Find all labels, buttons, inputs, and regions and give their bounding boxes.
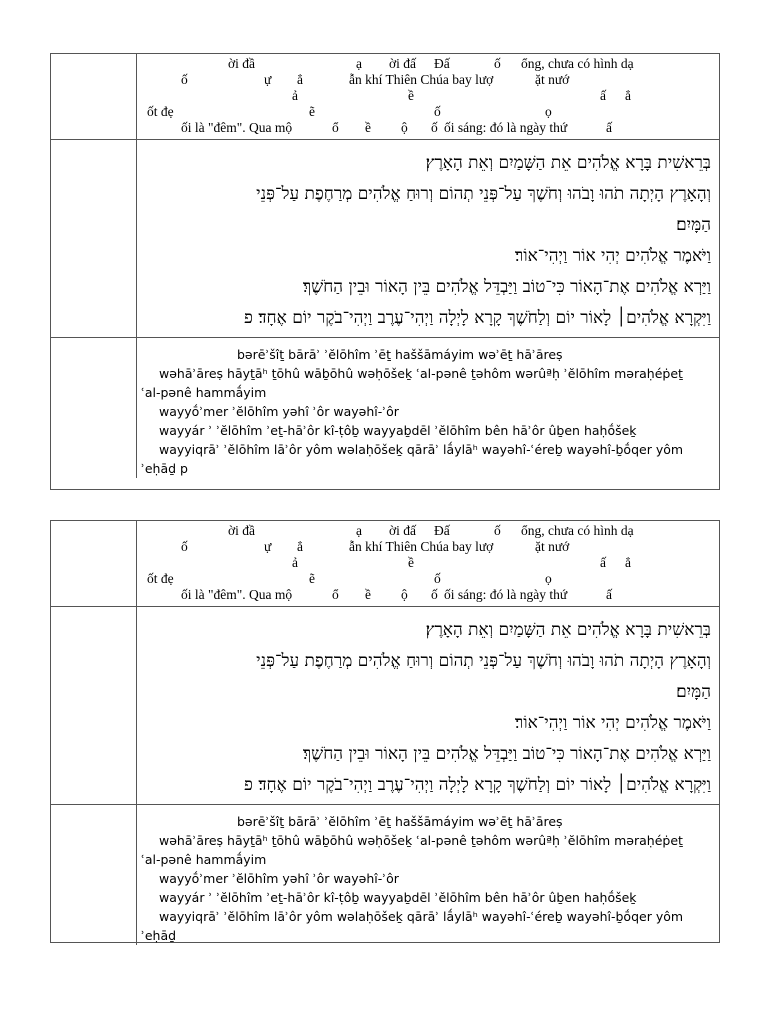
viet-fragment: ề <box>365 587 371 602</box>
vietnamese-cell <box>137 521 719 606</box>
transliteration-line: ʿal-pənê hammā́yim <box>141 385 267 400</box>
viet-fragment: ố <box>494 56 501 71</box>
viet-fragment: ời đầ <box>228 56 256 71</box>
transliteration-text <box>137 338 719 478</box>
transliteration-line: ʿal-pənê hammā́yim <box>141 852 267 867</box>
viet-fragment: ộ <box>401 120 408 135</box>
transliteration-line: ʾeḥāḏ <box>141 928 177 943</box>
hebrew-verse-line: הַמָּיִם׃ <box>676 215 711 235</box>
hebrew-verse-line: וַיֹּאמֶר אֱלֹהִים יְהִי אוֹר וַיְהִי־אוֹר׃ <box>514 246 711 266</box>
transliteration-line: bərēʾšîṯ bārāʾ ʾĕlōhîm ʾēṯ haššāmáyim wəʾēṯ hāʾāreṣ <box>237 347 563 362</box>
transliteration-text <box>137 805 719 945</box>
viet-fragment: ố <box>434 104 441 119</box>
viet-fragment: ấ <box>600 88 606 103</box>
empty-label-cell <box>51 805 137 945</box>
empty-label-cell <box>51 338 137 478</box>
empty-label-cell <box>51 54 137 139</box>
viet-fragment: ẳ <box>297 539 303 554</box>
viet-fragment: ẳ <box>297 72 303 87</box>
hebrew-text <box>137 140 719 334</box>
viet-fragment: ẳ <box>625 555 631 570</box>
viet-fragment: ộ <box>401 587 408 602</box>
viet-fragment: Đấ <box>434 523 450 538</box>
hebrew-row <box>51 607 719 805</box>
viet-fragment: ạ <box>356 523 362 538</box>
viet-fragment: ẫn khí Thiên Chúa bay lượ <box>349 539 494 554</box>
viet-fragment: ố <box>431 120 438 135</box>
viet-fragment: ạ <box>356 56 362 71</box>
hebrew-verse-line: הַמָּיִם׃ <box>676 682 711 702</box>
hebrew-verse-line: וַיִּקְרָא אֱלֹהִים׀ לָאוֹר יוֹם וְלַחֹשֶׁךְ קָרָא לָיְלָה וַיְהִי־עֶרֶב וַיְהִי־בֹקֶר יוֹם אֶחָד׃ פ <box>244 308 711 328</box>
viet-fragment: ố <box>434 571 441 586</box>
transliteration-line: bərēʾšîṯ bārāʾ ʾĕlōhîm ʾēṯ haššāmáyim wəʾēṯ hāʾāreṣ <box>237 814 563 829</box>
hebrew-verse-line: וַיֹּאמֶר אֱלֹהִים יְהִי אוֹר וַיְהִי־אוֹר׃ <box>514 713 711 733</box>
viet-fragment: ấ <box>606 120 612 135</box>
viet-fragment: ổng, chưa có hình dạ <box>521 523 634 538</box>
viet-fragment: ốt đẹ <box>147 571 174 586</box>
viet-fragment: ự <box>264 72 272 87</box>
transliteration-line: wəhāʾāreṣ hāyṯāʰ ṯōhû wāḇōhû wəḥōšeḵ ʿal-pənê ṯəhôm wərûªḥ ʾĕlōhîm məraḥéṗeṯ <box>159 366 683 381</box>
viet-fragment: Đấ <box>434 56 450 71</box>
viet-fragment: ố <box>181 72 188 87</box>
hebrew-cell <box>137 607 719 804</box>
transliteration-line: wəhāʾāreṣ hāyṯāʰ ṯōhû wāḇōhû wəḥōšeḵ ʿal-pənê ṯəhôm wərûªḥ ʾĕlōhîm məraḥéṗeṯ <box>159 833 683 848</box>
transliteration-line: wayyiqrāʾ ʾĕlōhîm lāʾôr yôm wəlaḥōšeḵ qārāʾ lā́ylāʰ wayəhî-ʿéreḇ wayəhî-ḇṓqer yôm <box>159 442 684 457</box>
transliteration-line: wayyṓʾmer ʾĕlōhîm yəhî ʾôr wayəhî-ʾôr <box>159 404 399 419</box>
viet-fragment: ề <box>365 120 371 135</box>
viet-fragment: ọ <box>545 104 552 119</box>
hebrew-verse-line: וַיִּקְרָא אֱלֹהִים׀ לָאוֹר יוֹם וְלַחֹשֶׁךְ קָרָא לָיְלָה וַיְהִי־עֶרֶב וַיְהִי־בֹקֶר יוֹם אֶחָד׃ פ <box>244 775 711 795</box>
empty-label-cell <box>51 521 137 606</box>
transliteration-line: wayyiqrāʾ ʾĕlōhîm lāʾôr yôm wəlaḥōšeḵ qārāʾ lā́ylāʰ wayəhî-ʿéreḇ wayəhî-ḇṓqer yôm <box>159 909 684 924</box>
viet-fragment: ời đấ <box>389 56 417 71</box>
viet-fragment: ố <box>494 523 501 538</box>
viet-fragment: ổng, chưa có hình dạ <box>521 56 634 71</box>
viet-fragment: ọ <box>545 571 552 586</box>
viet-fragment: ố <box>431 587 438 602</box>
hebrew-verse-line: וַיַּרְא אֱלֹהִים אֶת־הָאוֹר כִּי־טוֹב וַיַּבְדֵּל אֱלֹהִים בֵּין הָאוֹר וּבֵין הַחֹשֶׁךְ׃ <box>302 277 711 297</box>
transliteration-line: wayyár ʾ ʾĕlōhîm ʾeṯ-hāʾôr kî-ṭôḇ wayyaḇdēl ʾĕlōhîm bên hāʾôr ûḇen haḥṓšeḵ <box>159 423 637 438</box>
empty-label-cell <box>51 140 137 337</box>
viet-fragment: ẫn khí Thiên Chúa bay lượ <box>349 72 494 87</box>
viet-fragment: ổ <box>332 587 339 602</box>
viet-fragment: ả <box>292 88 298 103</box>
hebrew-verse-line: בְּרֵאשִׁית בָּרָא אֱלֹהִים אֵת הַשָּׁמַיִם וְאֵת הָאָרֶץ׃ <box>425 153 711 173</box>
transliteration-line: wayyṓʾmer ʾĕlōhîm yəhî ʾôr wayəhî-ʾôr <box>159 871 399 886</box>
hebrew-row <box>51 140 719 338</box>
verse-table-1 <box>50 53 720 490</box>
transliteration-line: ʾeḥāḏ p <box>141 461 188 476</box>
viet-fragment: ả <box>292 555 298 570</box>
transliteration-line: wayyár ʾ ʾĕlōhîm ʾeṯ-hāʾôr kî-ṭôḇ wayyaḇdēl ʾĕlōhîm bên hāʾôr ûḇen haḥṓšeḵ <box>159 890 637 905</box>
viet-fragment: ối sáng: đó là ngày thứ <box>444 120 568 135</box>
viet-fragment: ấ <box>600 555 606 570</box>
hebrew-text <box>137 607 719 801</box>
hebrew-verse-line: וְהָאָרֶץ הָיְתָה תֹהוּ וָבֹהוּ וְחֹשֶׁךְ עַל־פְּנֵי תְהוֹם וְרוּחַ אֱלֹהִים מְרַחֶפֶת עַל־פְּנֵי <box>256 651 711 671</box>
hebrew-verse-line: וַיַּרְא אֱלֹהִים אֶת־הָאוֹר כִּי־טוֹב וַיַּבְדֵּל אֱלֹהִים בֵּין הָאוֹר וּבֵין הַחֹשֶׁךְ׃ <box>302 744 711 764</box>
viet-fragment: ẽ <box>309 571 315 586</box>
verse-table-2 <box>50 520 720 943</box>
viet-fragment: ẳ <box>625 88 631 103</box>
viet-fragment: ổ <box>332 120 339 135</box>
transliteration-row <box>51 338 719 478</box>
vietnamese-row <box>51 54 719 140</box>
hebrew-cell <box>137 140 719 337</box>
viet-fragment: ố <box>181 539 188 554</box>
viet-fragment: ối sáng: đó là ngày thứ <box>444 587 568 602</box>
transliteration-row <box>51 805 719 945</box>
empty-label-cell <box>51 607 137 804</box>
viet-fragment: ốt đẹ <box>147 104 174 119</box>
viet-fragment: ự <box>264 539 272 554</box>
viet-fragment: ặt nướ <box>535 72 570 87</box>
viet-fragment: ời đầ <box>228 523 256 538</box>
transliteration-cell <box>137 338 719 478</box>
vietnamese-cell <box>137 54 719 139</box>
viet-fragment: ề <box>408 555 414 570</box>
hebrew-verse-line: וְהָאָרֶץ הָיְתָה תֹהוּ וָבֹהוּ וְחֹשֶׁךְ עַל־פְּנֵי תְהוֹם וְרוּחַ אֱלֹהִים מְרַחֶפֶת עַל־פְּנֵי <box>256 184 711 204</box>
vietnamese-row <box>51 521 719 607</box>
viet-fragment: ời đấ <box>389 523 417 538</box>
viet-fragment: ối là "đêm". Qua mộ <box>181 587 293 602</box>
transliteration-cell <box>137 805 719 945</box>
viet-fragment: ẽ <box>309 104 315 119</box>
hebrew-verse-line: בְּרֵאשִׁית בָּרָא אֱלֹהִים אֵת הַשָּׁמַיִם וְאֵת הָאָרֶץ׃ <box>425 620 711 640</box>
viet-fragment: ặt nướ <box>535 539 570 554</box>
viet-fragment: ề <box>408 88 414 103</box>
viet-fragment: ối là "đêm". Qua mộ <box>181 120 293 135</box>
viet-fragment: ấ <box>606 587 612 602</box>
